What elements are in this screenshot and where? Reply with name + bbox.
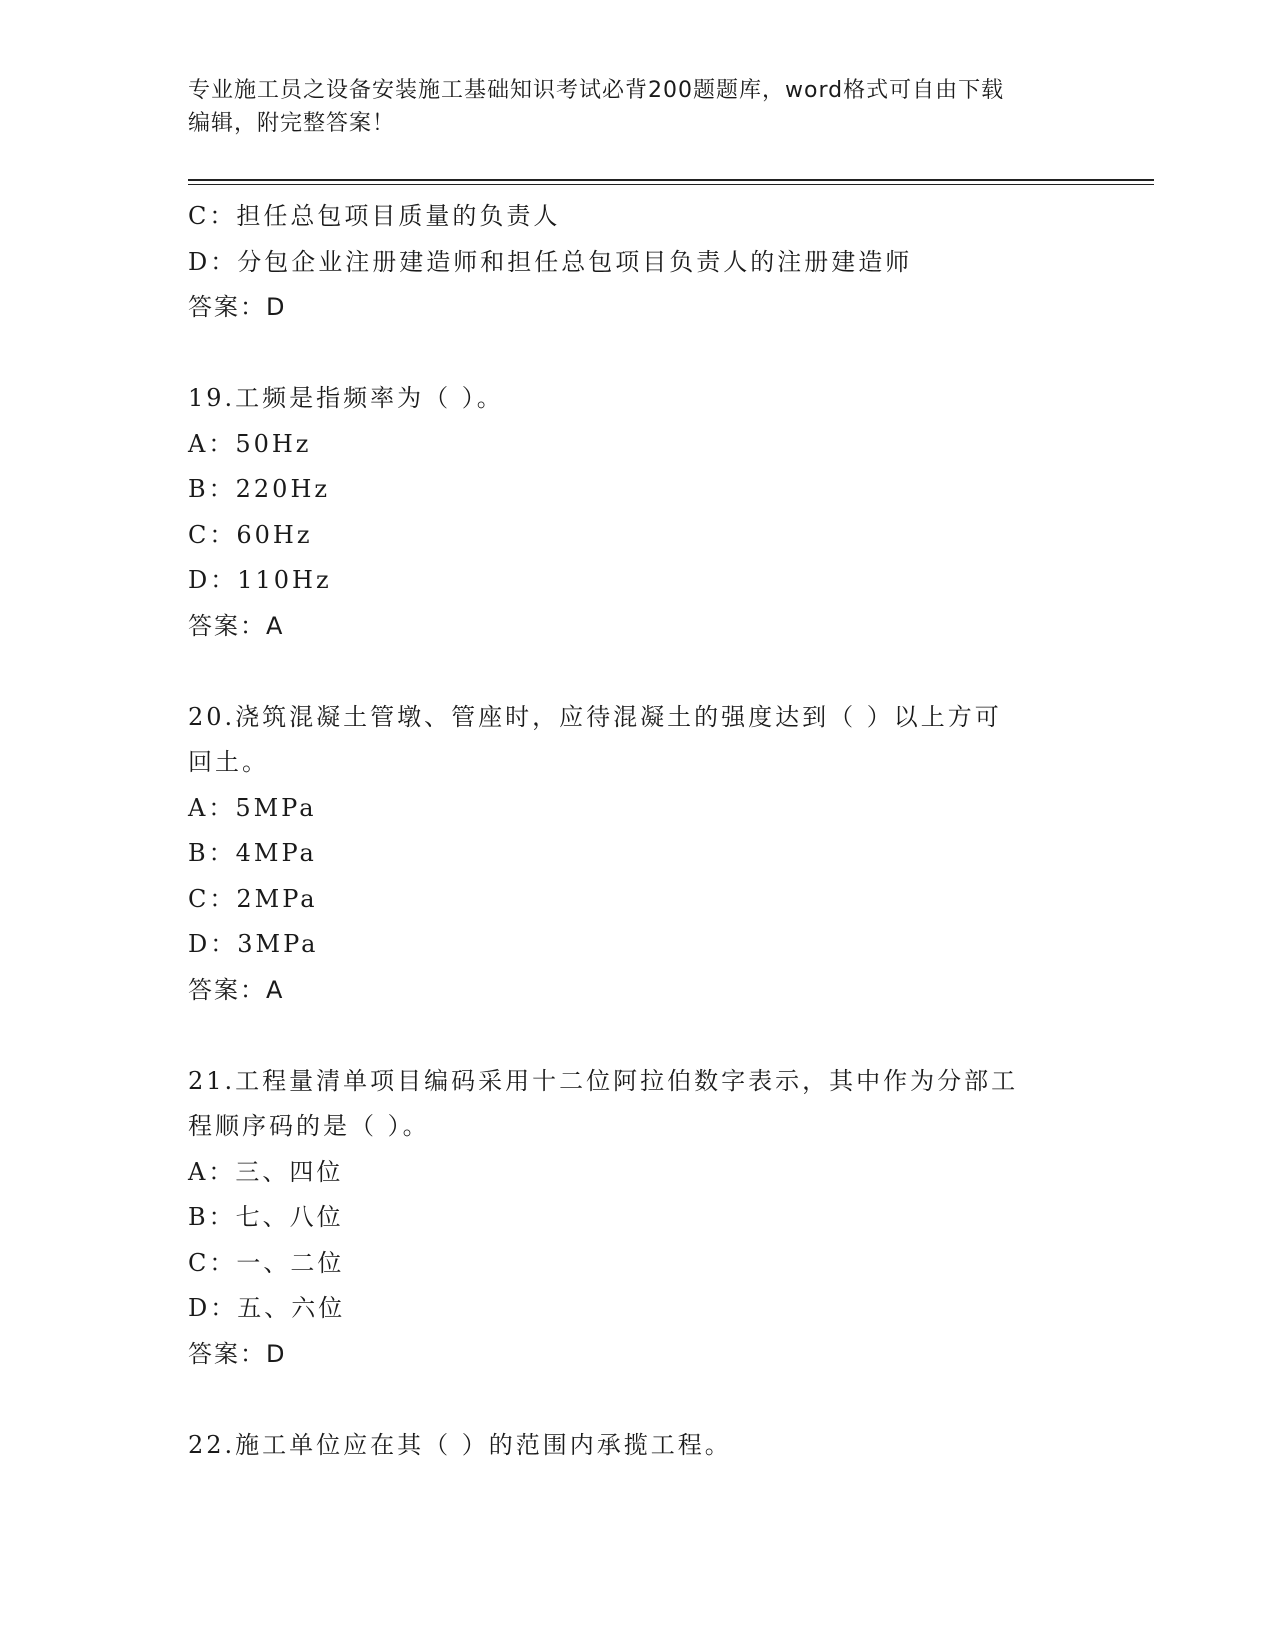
header-line-2: 编辑，附完整答案！: [188, 111, 396, 136]
question-20: [188, 695, 1078, 1014]
document-header: [188, 74, 1068, 140]
option-a: A：三、四位: [188, 1157, 344, 1186]
question-stem-line-2: 程顺序码的是（ ）。: [188, 1112, 430, 1140]
question-stem-line-2: 回土。: [188, 748, 269, 776]
header-divider-thin: [188, 184, 1154, 185]
question-stem: 22.施工单位应在其（ ）的范围内承揽工程。: [188, 1430, 732, 1459]
option-a: A：5MPa: [188, 793, 317, 822]
option-d: D：110Hz: [188, 566, 332, 594]
spacer: [188, 331, 1078, 377]
question-stem-line-1: 21.工程量清单项目编码采用十二位阿拉伯数字表示，其中作为分部工: [188, 1066, 1019, 1095]
option-c: C：60Hz: [188, 520, 313, 549]
question-stem-line-1: 20.浇筑混凝土管墩、管座时，应待混凝土的强度达到（ ）以上方可: [188, 702, 1002, 731]
header-divider-thick: [188, 179, 1154, 181]
option-d: D：五、六位: [188, 1294, 346, 1322]
option-c: C：担任总包项目质量的负责人: [188, 202, 561, 230]
option-d: D：分包企业注册建造师和担任总包项目负责人的注册建造师: [188, 247, 913, 276]
answer-line: 答案：A: [188, 975, 285, 1004]
question-list: [188, 194, 1078, 1468]
option-b: B：220Hz: [188, 475, 331, 503]
question-21: [188, 1059, 1078, 1378]
spacer: [188, 649, 1078, 695]
answer-line: 答案：D: [188, 293, 287, 321]
answer-line: 答案：A: [188, 611, 285, 640]
question-stem: 19.工频是指频率为（ ）。: [188, 384, 504, 412]
question-22: [188, 1423, 1078, 1469]
spacer: [188, 1013, 1078, 1059]
option-c: C：一、二位: [188, 1248, 345, 1277]
question-18-tail: [188, 194, 1078, 331]
option-b: B：七、八位: [188, 1203, 344, 1231]
option-c: C：2MPa: [188, 884, 318, 913]
option-d: D：3MPa: [188, 930, 319, 958]
spacer: [188, 1377, 1078, 1423]
question-19: [188, 376, 1078, 649]
option-a: A：50Hz: [188, 429, 312, 458]
answer-line: 答案：D: [188, 1339, 287, 1368]
header-line-1: 专业施工员之设备安装施工基础知识考试必背200题题库，word格式可自由下载: [188, 78, 1005, 103]
option-b: B：4MPa: [188, 839, 317, 867]
